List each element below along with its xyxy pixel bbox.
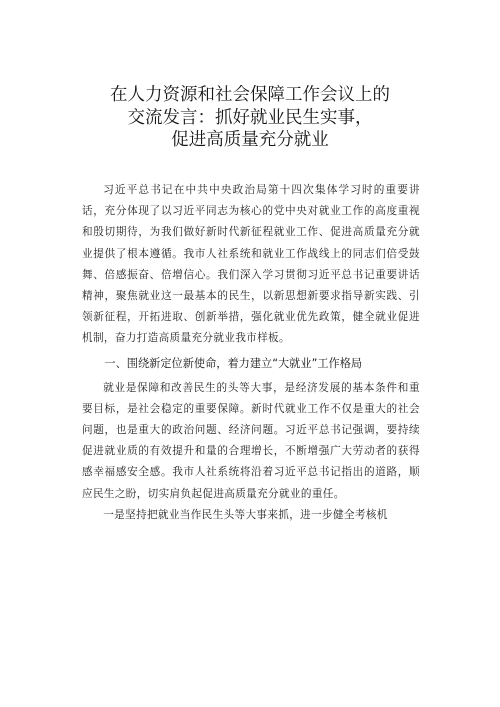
body-paragraph-section-1: 就业是保障和改善民生的头等大事，是经济发展的基本条件和重要目标，是社会稳定的重要保障。新时代就业工作不仅是重大的社会问题，也是重大的政治问题、经济问题。习近平总书记强调，要持续促进就业质的有效提升和量的合理增长，不断增强广大劳动者的获得感幸福感安全感。我市人社系统将沿着习近平总书记指出的道路，顺应民生之盼，切实肩负起促进高质量充分就业的重任。 <box>82 381 420 500</box>
section-heading-1: 一、围绕新定位新使命，着力建立“大就业”工作格局 <box>104 356 363 370</box>
document-title <box>0 84 500 152</box>
body-paragraph-intro: 习近平总书记在中共中央政治局第十四次集体学习时的重要讲话，充分体现了以习近平同志为核心的党中央对就业工作的高度重视和殷切期待，为我们做好新时代新征程就业工作、促进高质量充分就业提供了根本遵循。我市人社系统和就业工作战线上的同志们倍受鼓舞、倍感振奋、倍增信心。我们深入学习贯彻习近平总书记重要讲话精神，聚焦就业这一最基本的民生，以新思想新要求指导新实践、引领新征程，开拓进取、创新举措，强化就业优先政策，健全就业促进机制，奋力打造高质量充分就业我市样板。 <box>82 184 420 345</box>
document-body <box>82 180 420 526</box>
body-paragraph-point-1: 一是坚持把就业当作民生头等大事来抓，进一步健全考核机 <box>103 508 388 521</box>
title-line-3: 促进高质量充分就业 <box>171 130 329 150</box>
title-line-1: 在人力资源和社会保障工作会议上的 <box>110 85 390 105</box>
title-line-2: 交流发言：抓好就业民生实事， <box>127 107 373 128</box>
